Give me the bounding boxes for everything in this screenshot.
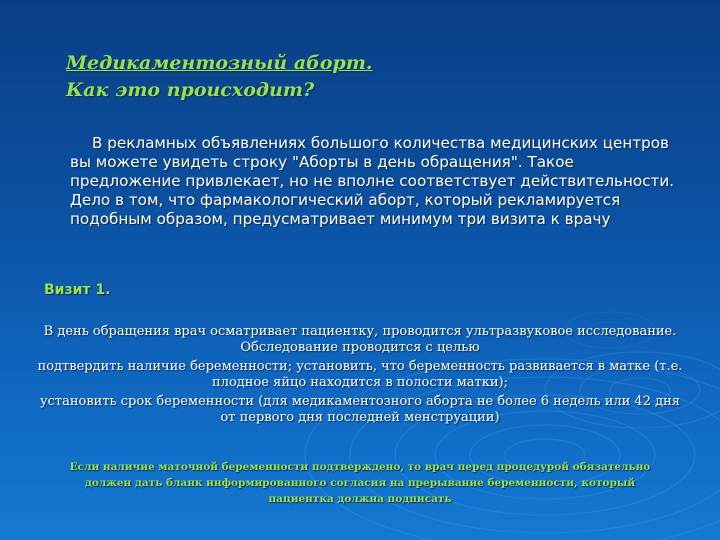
title-line-1: Медикаментозный аборт. <box>66 52 373 74</box>
slide-title <box>66 50 626 104</box>
consent-note: Если наличие маточной беременности подтверждено, то врач перед процедурой обязательно должен дать бланк информированного согласия на прерывание беременности, который пациентка должна подписать <box>69 461 651 505</box>
visit-description <box>36 324 684 429</box>
intro-paragraph: В рекламных объявлениях большого количества медицинских центров вы можете увидеть строку "Аборты в день обращения". Такое предложение привлекает, но не вполне соответствует действительности. Дело в том, что фармакологический аборт, который рекламируется подобным образом, предусматривает минимум три визита к врачу <box>70 134 675 228</box>
visit-paragraph: подтвердить наличие беременности; установить, что беременность развивается в матке (т.е. плодное яйцо находится в полости матки); <box>37 359 683 390</box>
visit-heading: Визит 1. <box>44 282 111 298</box>
visit-paragraph: установить срок беременности (для медикаментозного аборта не более 6 недель или 42 дня от первого дня последней менструации) <box>40 394 680 425</box>
title-line-2: Как это происходит? <box>66 79 315 101</box>
visit-paragraph: В день обращения врач осматривает пациентку, проводится ультразвуковое исследование. Обследование проводится с целью <box>43 324 677 355</box>
